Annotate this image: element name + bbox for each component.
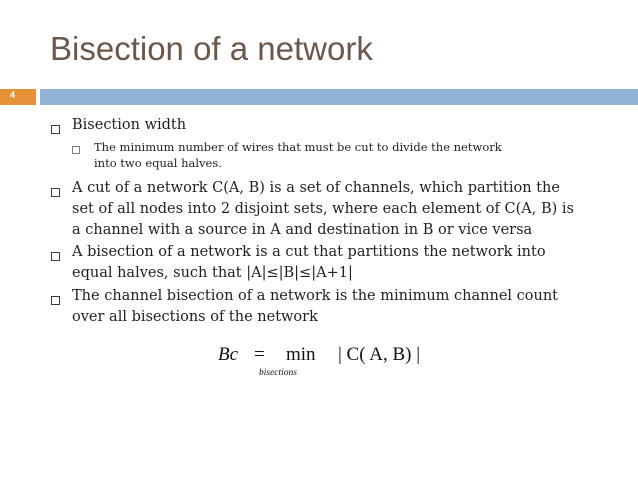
formula-equals: = [254, 344, 265, 365]
bullet-text: a channel with a source in A and destination in B or vice versa [72, 222, 533, 238]
slide-number-badge [0, 89, 36, 105]
slide-title: Bisection of a network [50, 30, 373, 67]
formula-subscript: bisections [259, 368, 297, 378]
square-bullet-icon [51, 296, 60, 305]
square-bullet-icon [51, 125, 60, 134]
bullet-text: A bisection of a network is a cut that partitions the network into [72, 244, 546, 260]
bullet-text: over all bisections of the network [72, 309, 318, 325]
square-bullet-icon [72, 146, 80, 154]
bullet-text: Bisection width [72, 117, 187, 133]
bullet-text: equal halves, such that |A|≤|B|≤|A+1| [72, 265, 353, 281]
title-rule-bar [40, 89, 638, 105]
bullet-text: A cut of a network C(A, B) is a set of channels, which partition the [72, 180, 560, 196]
formula-rhs: | C( A, B) | [338, 344, 421, 365]
bullet-text: The channel bisection of a network is the minimum channel count [72, 288, 559, 304]
sub-bullet-text: into two equal halves. [94, 156, 222, 170]
sub-bullet-text: The minimum number of wires that must be cut to divide the network [94, 140, 502, 154]
formula-lhs: Bc [218, 344, 239, 365]
slide-number: 4 [10, 90, 16, 100]
formula-min: min [286, 344, 316, 365]
bullet-text: set of all nodes into 2 disjoint sets, where each element of C(A, B) is [72, 201, 574, 217]
square-bullet-icon [51, 252, 60, 261]
square-bullet-icon [51, 188, 60, 197]
